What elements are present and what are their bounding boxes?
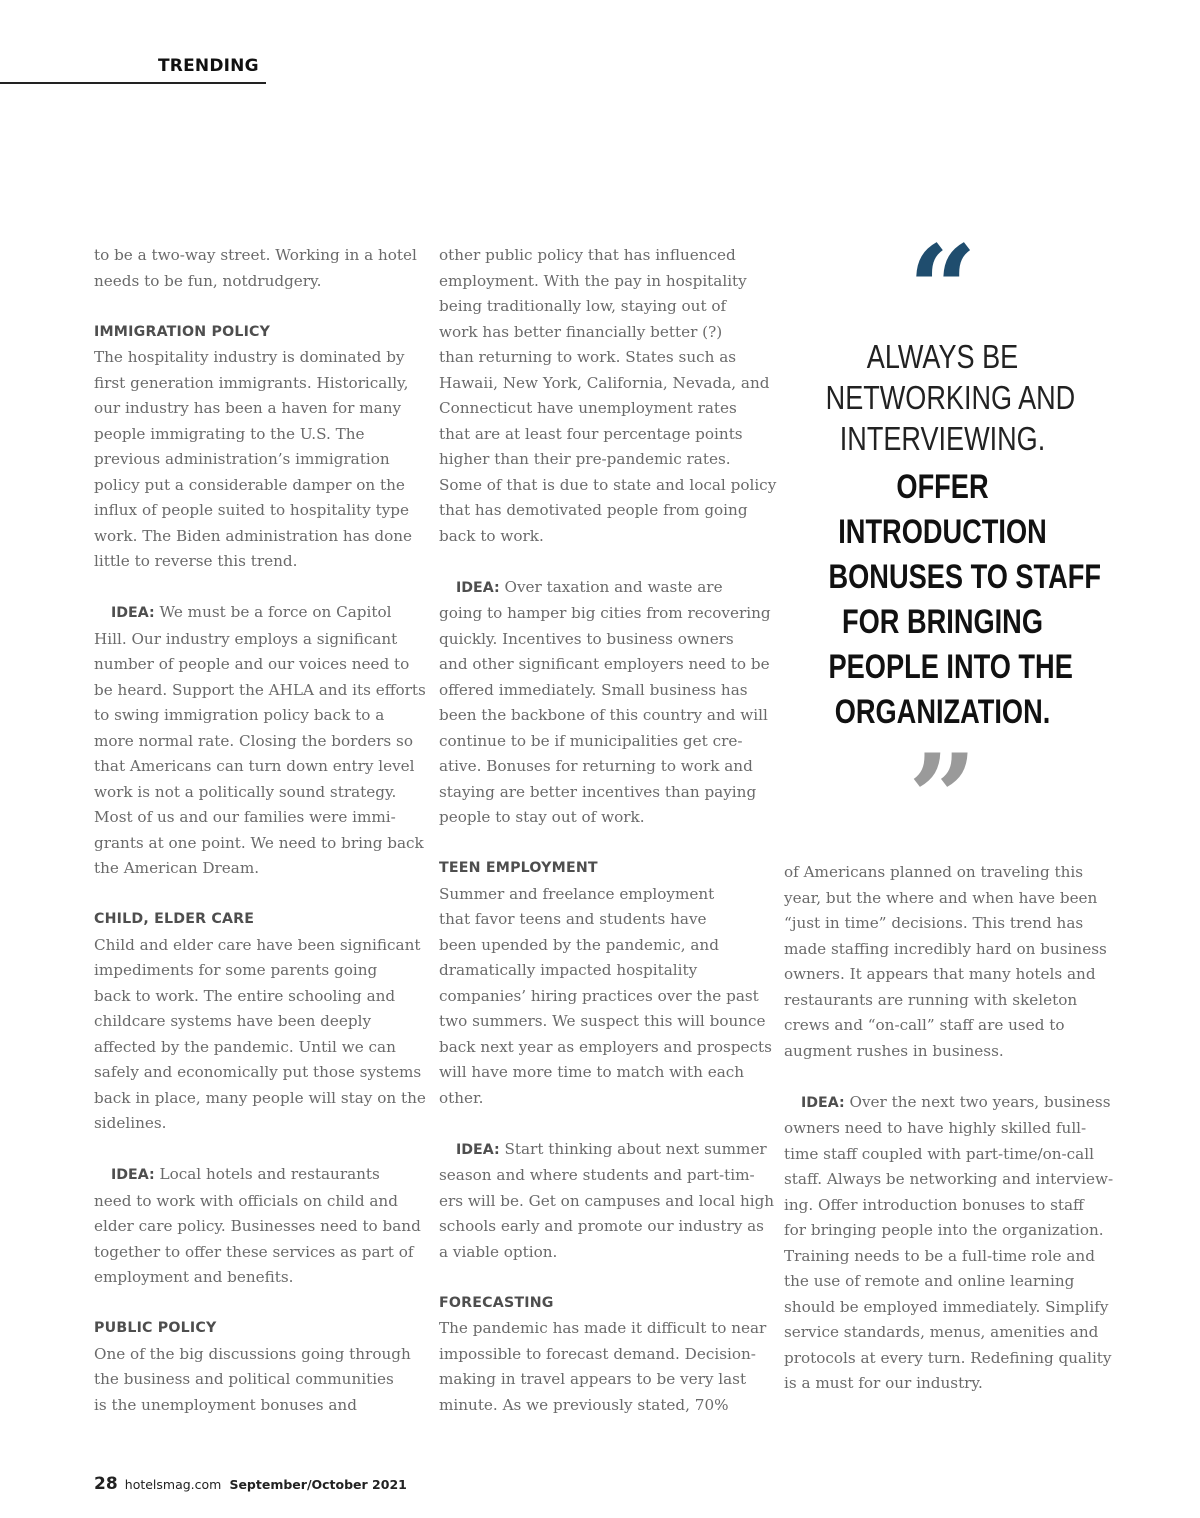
text-line: more normal rate. Closing the borders so xyxy=(94,731,413,750)
text-line: Most of us and our families were immi- xyxy=(94,808,396,826)
body-paragraph xyxy=(94,243,424,294)
text-line: is the unemployment bonuses and xyxy=(94,1395,357,1414)
body-paragraph xyxy=(439,243,779,549)
text-line: needs to be fun, notdrudgery. xyxy=(94,271,322,290)
idea-paragraph xyxy=(439,1137,779,1266)
body-paragraph xyxy=(784,860,1124,1064)
paragraph-gap xyxy=(94,882,424,908)
idea-paragraph xyxy=(784,1090,1124,1397)
idea-paragraph xyxy=(439,575,779,831)
pull-quote-light-text xyxy=(800,336,1085,459)
section-heading: TEEN EMPLOYMENT xyxy=(439,860,598,876)
text-line: first generation immigrants. Historically, xyxy=(94,373,409,392)
text-line: the American Dream. xyxy=(94,859,260,877)
text-line: grants at one point. We need to bring back xyxy=(94,833,424,852)
text-line: Some of that is due to state and local policy xyxy=(439,475,777,494)
text-line: to swing immigration policy back to a xyxy=(94,706,385,724)
text-line: our industry has been a haven for many xyxy=(94,399,402,417)
idea-label: IDEA: xyxy=(456,1141,500,1158)
text-line: back to work. xyxy=(439,526,544,545)
idea-text: Local hotels and restaurants xyxy=(154,1165,380,1183)
section-heading: CHILD, ELDER CARE xyxy=(94,911,255,927)
text-line: of Americans planned on traveling this xyxy=(784,863,1084,881)
idea-paragraph xyxy=(94,600,424,882)
text-line: One of the big discussions going through xyxy=(94,1344,411,1363)
section-tag: TRENDING xyxy=(158,56,259,76)
paragraph-gap xyxy=(439,831,779,857)
text-line: should be employed immediately. Simplify xyxy=(784,1297,1109,1316)
text-line: childcare systems have been deeply xyxy=(94,1012,372,1030)
page-footer xyxy=(94,1474,407,1494)
text-line: been the backbone of this country and will xyxy=(439,706,768,724)
text-line: impossible to forecast demand. Decision- xyxy=(439,1344,756,1363)
text-line: year, but the where and when have been xyxy=(784,888,1098,907)
text-line: work is not a politically sound strategy. xyxy=(94,782,397,801)
text-line: number of people and our voices need to xyxy=(94,655,410,673)
idea-paragraph xyxy=(94,1162,424,1291)
text-line: work. The Biden administration has done xyxy=(94,526,413,545)
text-line: the use of remote and online learning xyxy=(784,1272,1075,1290)
text-line: previous administration’s immigration xyxy=(94,450,390,468)
text-line: work has better financially better (?) xyxy=(439,322,723,341)
idea-text: Start thinking about next summer xyxy=(499,1139,767,1158)
idea-text: Over the next two years, business xyxy=(844,1092,1111,1111)
idea-label: IDEA: xyxy=(801,1094,845,1111)
issue-date: September/October 2021 xyxy=(229,1477,407,1492)
text-line: higher than their pre-pandemic rates. xyxy=(439,450,731,468)
pull-quote-line: PEOPLE INTO THE xyxy=(828,648,1073,686)
paragraph-gap xyxy=(439,549,779,575)
idea-label: IDEA: xyxy=(456,579,500,596)
page-number: 28 xyxy=(94,1474,118,1494)
pull-quote-line: ORGANIZATION. xyxy=(834,693,1051,731)
text-line: affected by the pandemic. Until we can xyxy=(94,1037,396,1056)
pull-quote-line: ALWAYS BE xyxy=(866,338,1019,375)
text-line: little to reverse this trend. xyxy=(94,552,298,570)
text-line xyxy=(439,575,779,602)
text-line: staying are better incentives than paying xyxy=(439,782,757,801)
section-heading: PUBLIC POLICY xyxy=(94,1320,217,1336)
text-line: augment rushes in business. xyxy=(784,1041,1004,1060)
text-line: will have more time to match with each xyxy=(439,1063,745,1081)
pull-quote-line: NETWORKING AND xyxy=(825,379,1076,416)
text-line: Hill. Our industry employs a significant xyxy=(94,629,398,648)
text-line: been upended by the pandemic, and xyxy=(439,935,719,954)
text-line: and other significant employers need to be xyxy=(439,655,770,673)
text-line: crews and “on-call” staff are used to xyxy=(784,1016,1065,1034)
text-line: made staffing incredibly hard on business xyxy=(784,939,1107,958)
article-column-1 xyxy=(94,243,424,1418)
text-line: ing. Offer introduction bonuses to staff xyxy=(784,1195,1084,1214)
text-line: need to work with officials on child and xyxy=(94,1191,398,1210)
text-line: the business and political communities xyxy=(94,1370,394,1388)
text-line: Child and elder care have been significant xyxy=(94,935,421,954)
paragraph-gap xyxy=(94,1291,424,1317)
text-line: together to offer these services as part of xyxy=(94,1242,414,1261)
idea-text: Over taxation and waste are xyxy=(499,577,723,596)
close-quote-mark: ” xyxy=(907,728,978,869)
text-line: being traditionally low, staying out of xyxy=(439,297,727,315)
text-line: dramatically impacted hospitality xyxy=(439,961,698,979)
text-line: a viable option. xyxy=(439,1242,558,1261)
text-line: back in place, many people will stay on the xyxy=(94,1088,426,1107)
text-line: The pandemic has made it difficult to near xyxy=(439,1319,767,1337)
text-line: continue to be if municipalities get cre- xyxy=(439,731,743,750)
text-line: other public policy that has influenced xyxy=(439,246,736,264)
text-line: be heard. Support the AHLA and its efforts xyxy=(94,680,426,699)
text-line: safely and economically put those systems xyxy=(94,1063,422,1081)
idea-label: IDEA: xyxy=(111,605,155,621)
text-line: for bringing people into the organization. xyxy=(784,1221,1104,1239)
pull-quote-line: BONUSES TO STAFF xyxy=(828,558,1102,596)
text-line: policy put a considerable damper on the xyxy=(94,475,405,494)
body-paragraph xyxy=(94,1342,424,1419)
article-column-3 xyxy=(784,860,1124,1397)
text-line: that has demotivated people from going xyxy=(439,501,748,519)
paragraph-gap xyxy=(94,1137,424,1163)
site-name: hotelsmag.com xyxy=(124,1477,222,1492)
text-line: quickly. Incentives to business owners xyxy=(439,629,734,648)
text-line: employment and benefits. xyxy=(94,1268,294,1286)
text-line: impediments for some parents going xyxy=(94,961,378,979)
header-rule xyxy=(0,82,266,84)
text-line: that are at least four percentage points xyxy=(439,424,743,443)
paragraph-gap xyxy=(94,575,424,601)
idea-label: IDEA: xyxy=(111,1167,155,1183)
paragraph-gap xyxy=(784,1064,1124,1090)
text-line: than returning to work. States such as xyxy=(439,348,737,366)
text-line: that Americans can turn down entry level xyxy=(94,757,415,775)
body-paragraph xyxy=(439,1316,779,1418)
text-line: going to hamper big cities from recovering xyxy=(439,604,771,622)
text-line: people immigrating to the U.S. The xyxy=(94,424,365,443)
text-line: employment. With the pay in hospitality xyxy=(439,271,747,290)
section-heading: IMMIGRATION POLICY xyxy=(94,323,271,340)
paragraph-gap xyxy=(439,1111,779,1137)
text-line xyxy=(784,1090,1124,1117)
text-line: minute. As we previously stated, 70% xyxy=(439,1395,729,1414)
pull-quote-line: INTRODUCTION xyxy=(838,513,1047,551)
text-line: making in travel appears to be very last xyxy=(439,1370,747,1388)
pull-quote-bold-text xyxy=(800,465,1102,735)
pull-quote-line: FOR BRINGING xyxy=(842,603,1043,641)
idea-text: We must be a force on Capitol xyxy=(154,603,392,621)
text-line: influx of people suited to hospitality type xyxy=(94,501,410,519)
pull-quote-line: OFFER xyxy=(896,468,989,506)
text-line: people to stay out of work. xyxy=(439,808,645,826)
text-line: companies’ hiring practices over the past xyxy=(439,986,759,1005)
pull-quote xyxy=(800,219,1102,869)
pull-quote-line: INTERVIEWING. xyxy=(839,420,1046,457)
text-line: back to work. The entire schooling and xyxy=(94,986,396,1005)
text-line: ers will be. Get on campuses and local high xyxy=(439,1191,775,1210)
text-line: sidelines. xyxy=(94,1114,167,1132)
body-paragraph xyxy=(94,933,424,1137)
text-line: Summer and freelance employment xyxy=(439,884,715,903)
text-line: The hospitality industry is dominated by xyxy=(94,348,405,366)
text-line: time staff coupled with part-time/on-call xyxy=(784,1144,1094,1163)
text-line: Connecticut have unemployment rates xyxy=(439,399,737,417)
body-paragraph xyxy=(439,882,779,1112)
text-line: owners. It appears that many hotels and xyxy=(784,965,1096,983)
text-line: is a must for our industry. xyxy=(784,1374,983,1392)
text-line: two summers. We suspect this will bounce xyxy=(439,1012,766,1030)
text-line xyxy=(94,600,424,627)
text-line: restaurants are running with skeleton xyxy=(784,990,1078,1009)
text-line: owners need to have highly skilled full- xyxy=(784,1119,1087,1137)
text-line xyxy=(94,1162,424,1189)
text-line: offered immediately. Small business has xyxy=(439,680,748,699)
paragraph-gap xyxy=(94,294,424,320)
text-line: schools early and promote our industry as xyxy=(439,1217,764,1235)
section-heading: FORECASTING xyxy=(439,1294,554,1311)
text-line xyxy=(439,1137,779,1164)
text-line: Training needs to be a full-time role and xyxy=(784,1246,1095,1265)
text-line: ative. Bonuses for returning to work and xyxy=(439,757,753,775)
text-line: season and where students and part-tim- xyxy=(439,1166,755,1184)
paragraph-gap xyxy=(439,1265,779,1291)
open-quote-mark: “ xyxy=(907,219,978,360)
text-line: “just in time” decisions. This trend has xyxy=(784,914,1084,932)
text-line: that favor teens and students have xyxy=(439,910,707,928)
body-paragraph xyxy=(94,345,424,575)
text-line: to be a two-way street. Working in a hotel xyxy=(94,246,417,264)
article-column-2 xyxy=(439,243,779,1418)
text-line: Hawaii, New York, California, Nevada, and xyxy=(439,373,770,392)
text-line: staff. Always be networking and interview- xyxy=(784,1170,1114,1188)
text-line: service standards, menus, amenities and xyxy=(784,1323,1099,1341)
text-line: elder care policy. Businesses need to band xyxy=(94,1217,421,1235)
text-line: protocols at every turn. Redefining quality xyxy=(784,1348,1112,1367)
text-line: other. xyxy=(439,1088,484,1107)
text-line: back next year as employers and prospects xyxy=(439,1037,772,1056)
